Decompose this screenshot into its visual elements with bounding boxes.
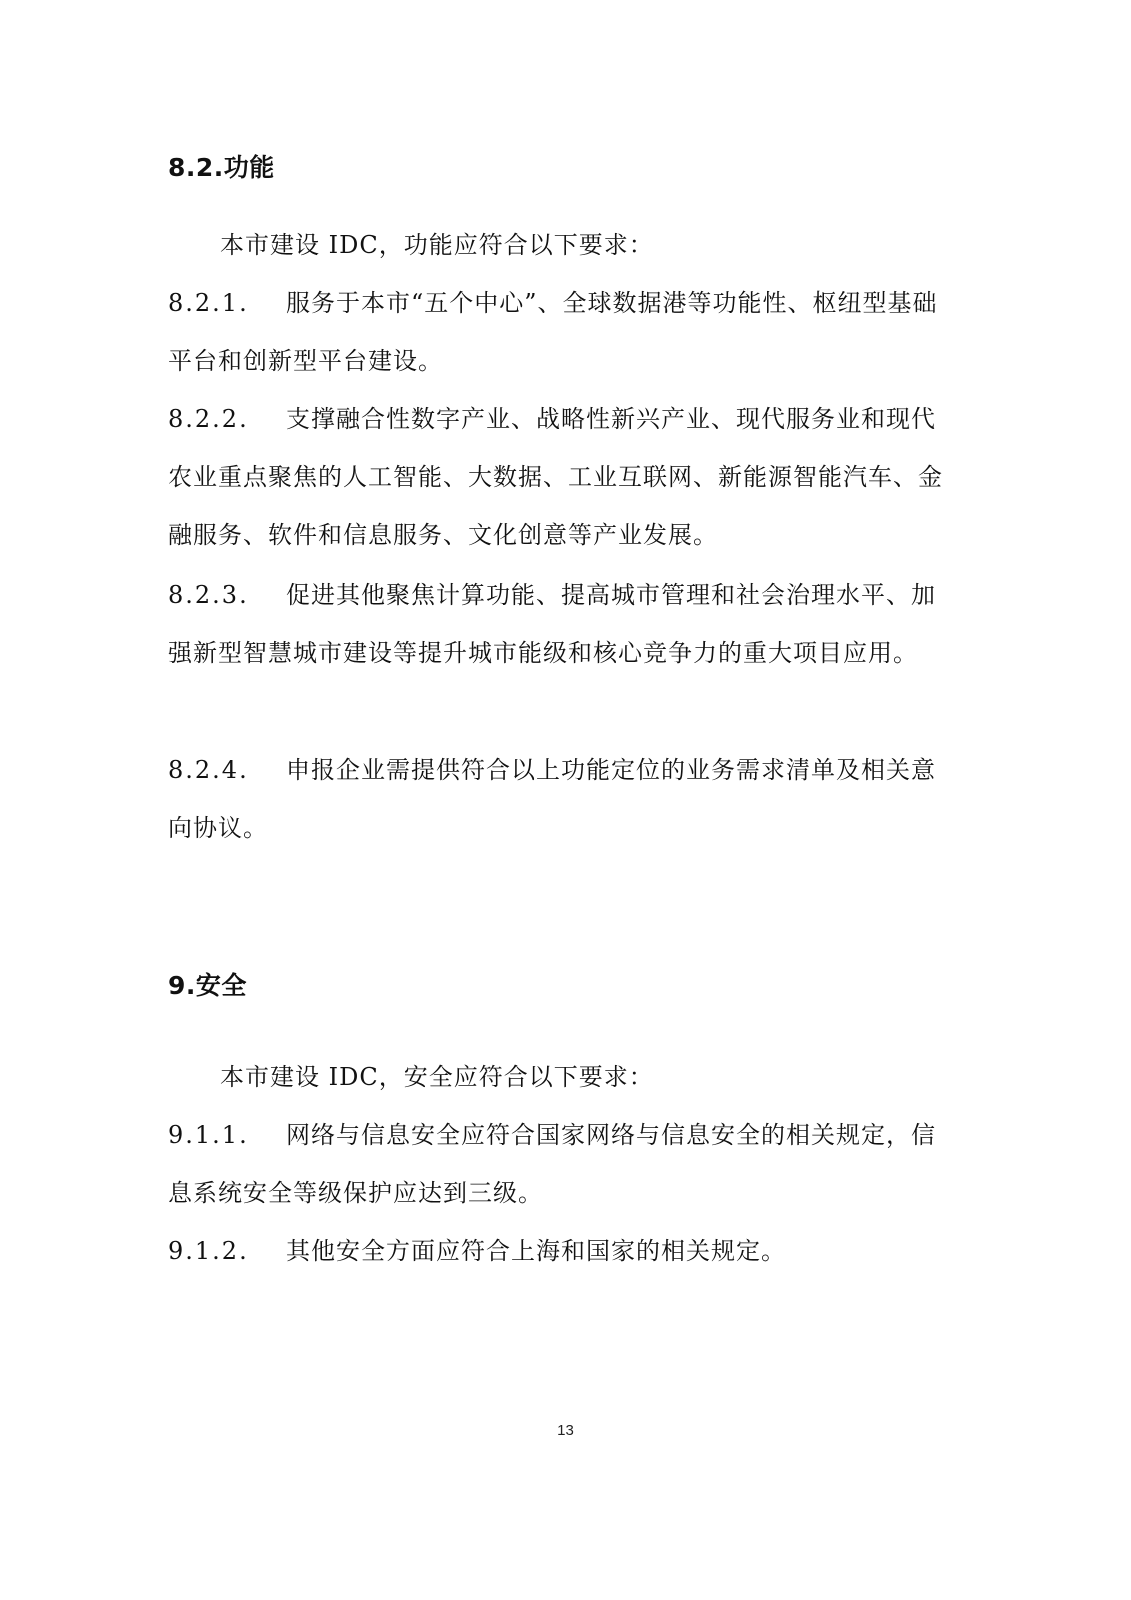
item-text: 支撑融合性数字产业、战略性新兴产业、现代服务业和现代农业重点聚焦的人工智能、大数据、工业互联网、新能源智能汽车、金融服务、软件和信息服务、文化创意等产业发展。: [168, 405, 943, 549]
item-text: 申报企业需提供符合以上功能定位的业务需求清单及相关意向协议。: [168, 756, 936, 842]
item-text: 其他安全方面应符合上海和国家的相关规定。: [286, 1237, 786, 1265]
item-number: 9.1.2.: [168, 1237, 249, 1265]
section-heading-8-2: 8.2.功能: [168, 153, 275, 182]
list-item-8-2-4: [168, 741, 948, 857]
item-number: 8.2.4.: [168, 756, 249, 784]
item-number: 8.2.1.: [168, 289, 249, 317]
section-intro-9: 本市建设 IDC，安全应符合以下要求：: [220, 1063, 654, 1091]
item-number: 8.2.3.: [168, 581, 249, 609]
item-text: 网络与信息安全应符合国家网络与信息安全的相关规定，信息系统安全等级保护应达到三级。: [168, 1121, 936, 1207]
list-item-8-2-1: [168, 274, 948, 390]
item-text: 促进其他聚焦计算功能、提高城市管理和社会治理水平、加强新型智慧城市建设等提升城市能级和核心竞争力的重大项目应用。: [168, 581, 936, 667]
page-number: 13: [557, 1422, 574, 1439]
list-item-8-2-2: [168, 390, 948, 564]
list-item-9-1-2: [168, 1222, 948, 1280]
section-intro-8-2: 本市建设 IDC，功能应符合以下要求：: [220, 231, 654, 259]
item-text: 服务于本市“五个中心”、全球数据港等功能性、枢纽型基础平台和创新型平台建设。: [168, 289, 938, 375]
section-heading-9: 9.安全: [168, 971, 247, 1000]
list-item-9-1-1: [168, 1106, 948, 1222]
item-number: 9.1.1.: [168, 1121, 249, 1149]
list-item-8-2-3: [168, 566, 948, 682]
item-number: 8.2.2.: [168, 405, 249, 433]
